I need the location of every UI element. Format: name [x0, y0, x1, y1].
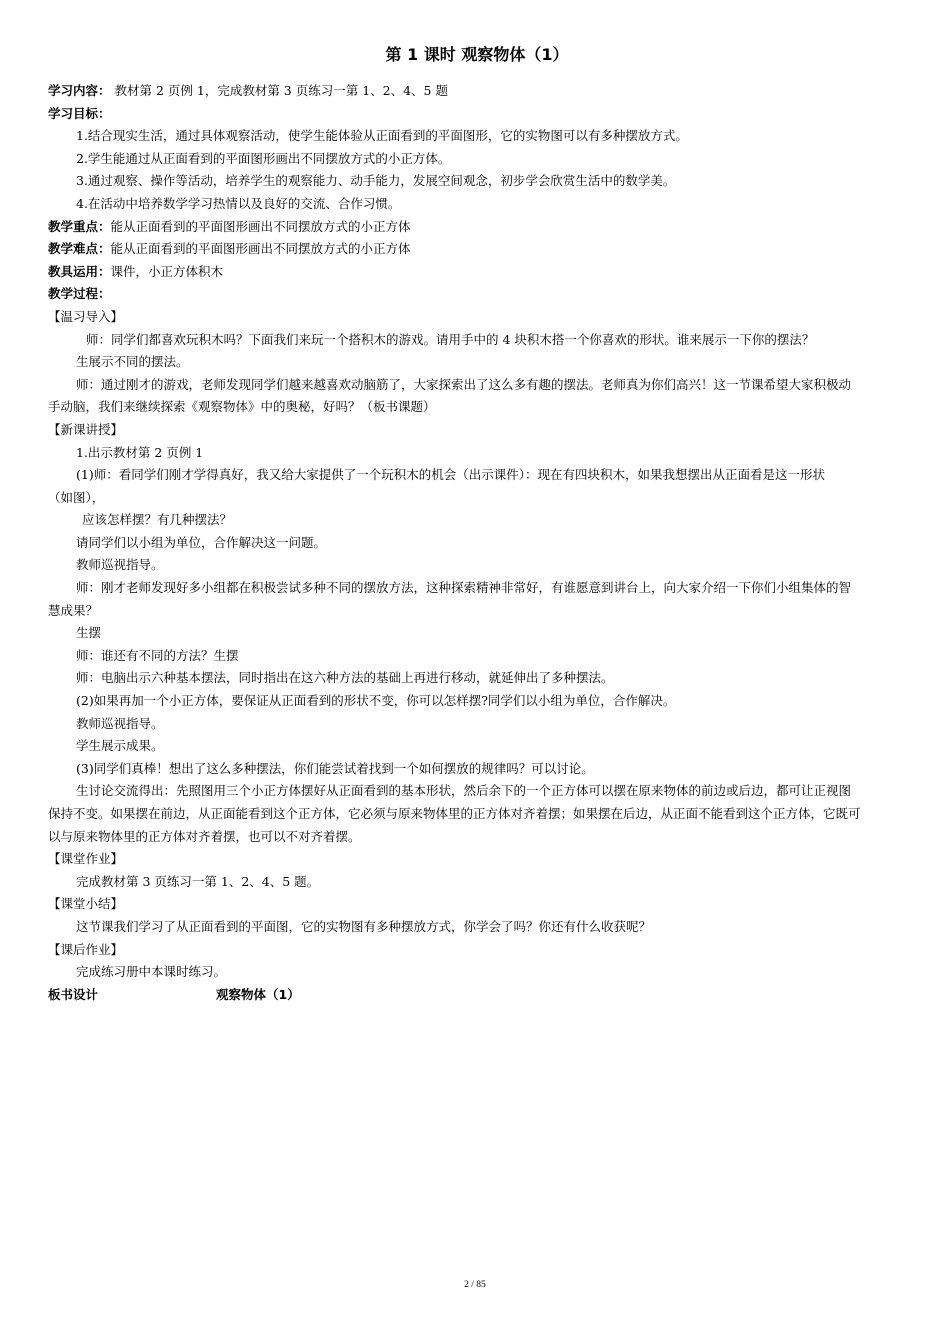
- paragraph: 师：电脑出示六种基本摆法，同时指出在这六种方法的基础上再进行移动，就延伸出了多种摆法。: [76, 670, 614, 686]
- section-heading-summary: 【课堂小结】: [48, 896, 124, 912]
- learning-content: [48, 80, 906, 103]
- difficulty-text: 能从正面看到的平面图形画出不同摆放方式的小正方体: [110, 241, 411, 257]
- tools: [48, 261, 906, 284]
- board-design: [48, 984, 906, 1007]
- paragraph: 生展示不同的摆法。: [76, 354, 189, 370]
- paragraph: 生讨论交流得出：先照图用三个小正方体摆好从正面看到的基本形状，然后余下的一个正方体可以摆在原来物体的前边或后边，都可让正视图: [76, 783, 852, 799]
- board-design-label: 板书设计: [48, 986, 99, 1002]
- key-point: [48, 216, 906, 239]
- objective-item-1: 1.结合现实生活，通过具体观察活动，使学生能体验从正面看到的平面图形，它的实物图可以有多种摆放方式。: [76, 128, 688, 144]
- paragraph: 学生展示成果。: [76, 738, 164, 754]
- key-point-text: 能从正面看到的平面图形画出不同摆放方式的小正方体: [110, 218, 411, 234]
- paragraph: 以与原来物体里的正方体对齐着摆，也可以不对齐着摆。: [48, 828, 361, 844]
- objectives-label: 学习目标：: [48, 105, 111, 121]
- difficulty-label: 教学难点：: [48, 241, 111, 257]
- page-number: 2 / 85: [464, 1280, 486, 1290]
- page-title: 第 1 课时 观察物体（1）: [385, 45, 569, 64]
- process-label: 教学过程：: [48, 286, 111, 302]
- objective-item-3: 3.通过观察、操作等活动，培养学生的观察能力、动手能力，发展空间观念，初步学会欣赏生活中的数学美。: [76, 173, 676, 189]
- paragraph: 生摆: [76, 625, 102, 641]
- paragraph: 慧成果？: [48, 602, 99, 618]
- paragraph: 1.出示教材第 2 页例 1: [76, 444, 204, 460]
- paragraph: （如图），: [48, 489, 105, 505]
- section-heading-warmup: 【温习导入】: [48, 308, 124, 324]
- learning-content-text: 教材第 2 页例 1，完成教材第 3 页练习一第 1、2、4、5 题: [110, 83, 448, 98]
- paragraph: 教师巡视指导。: [76, 715, 164, 731]
- paragraph: 师：刚才老师发现好多小组都在积极尝试多种不同的摆放方法，这种探索精神非常好，有谁愿意到讲台上，向大家介绍一下你们小组集体的智: [76, 580, 852, 596]
- paragraph: 师：通过刚才的游戏，老师发现同学们越来越喜欢动脑筋了，大家探索出了这么多有趣的摆法。老师真为你们高兴！这一节课希望大家积极动: [76, 376, 852, 392]
- tools-text: 课件，小正方体积木: [110, 263, 224, 279]
- section-heading-new-lesson: 【新课讲授】: [48, 421, 124, 437]
- objective-item-2: 2.学生能通过从正面看到的平面图形画出不同摆放方式的小正方体。: [76, 150, 451, 166]
- board-design-title: 观察物体（1）: [216, 986, 300, 1002]
- key-point-label: 教学重点：: [48, 218, 111, 234]
- objective-item-4: 4.在活动中培养数学学习热情以及良好的交流、合作习惯。: [76, 195, 401, 211]
- paragraph: 保持不变。如果摆在前边，从正面能看到这个正方体，它必须与原来物体里的正方体对齐着摆；如果摆在后边，从正面不能看到这个正方体，它既可: [48, 806, 861, 821]
- paragraph: 教师巡视指导。: [76, 557, 164, 573]
- tools-label: 教具运用：: [48, 263, 111, 279]
- document-page: [48, 40, 906, 1006]
- paragraph: 手动脑，我们来继续探索《观察物体》中的奥秘，好吗？（板书课题）: [48, 399, 436, 415]
- paragraph: (1)师：看同学们刚才学得真好，我又给大家提供了一个玩积木的机会（出示课件）：现在有四块积木，如果我想摆出从正面看是这一形状: [76, 467, 825, 483]
- section-heading-class-homework: 【课堂作业】: [48, 851, 124, 867]
- paragraph: 应该怎样摆？有几种摆法？: [82, 512, 233, 528]
- paragraph: 这节课我们学习了从正面看到的平面图，它的实物图有多种摆放方式，你学会了吗？你还有什么收获呢？: [76, 918, 652, 934]
- paragraph: 请同学们以小组为单位，合作解决这一问题。: [76, 534, 327, 550]
- paragraph: (2)如果再加一个小正方体，要保证从正面看到的形状不变，你可以怎样摆?同学们以小组为单位，合作解决。: [76, 693, 676, 709]
- section-heading-after-homework: 【课后作业】: [48, 941, 124, 957]
- paragraph: 师：同学们都喜欢玩积木吗？下面我们来玩一个搭积木的游戏。请用手中的 4 块积木搭一个你喜欢的形状。谁来展示一下你的摆法？: [86, 331, 815, 347]
- paragraph: (3)同学们真棒！想出了这么多种摆法，你们能尝试着找到一个如何摆放的规律吗？可以讨论。: [76, 760, 594, 776]
- difficulty: [48, 238, 906, 261]
- learning-content-label: 学习内容：: [48, 83, 111, 98]
- paragraph: 师：谁还有不同的方法？生摆: [76, 647, 239, 663]
- paragraph: 完成教材第 3 页练习一第 1、2、4、5 题。: [76, 873, 320, 889]
- paragraph: 完成练习册中本课时练习。: [76, 964, 227, 980]
